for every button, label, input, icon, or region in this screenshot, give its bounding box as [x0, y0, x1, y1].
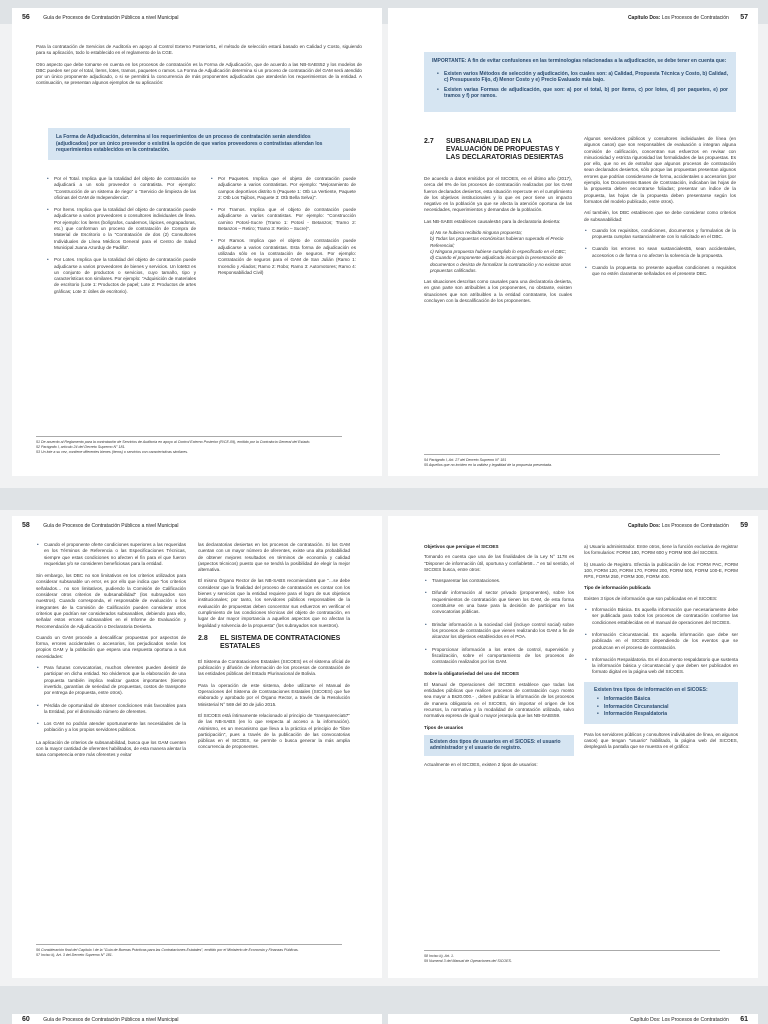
subheading: Sobre la obligatoriedad del uso del SICOES: [424, 671, 519, 677]
paragraph: Algunos servidores públicos y consultores individuales de línea (en algunos casos) que son responsables de evaluación o integran alguna comisión de calificación, concentran sus esfuerzos en revisar con minuciosidad y estricta rigurosidad las formalidades de las propuestas. Es por ello, que no es de extrañar que algunos procesos de contratación sean declarados desiertos, sólo porque las propuestas presentan algunos errores que podrían considerarse de forma, accidentales o accesorios (por ejemplo, los Documentos Bases de Contratación, indicaban las hojas de la propuesta deben encontrarse foliadas; presentar un índice de la propuesta, las hojas de la propuesta deben presentarse según los formatos del modelo publicado, entre otros).: [584, 136, 736, 204]
header-title: Guía de Procesos de Contratación Públicos a nivel Municipal: [43, 1017, 179, 1023]
usuario-item: b) Usuario de Registro. Efectúa la publicación de los: FORM PAC, FORM 100, FORM 120, FORM 170, FORM 200, FORM 500, FORM 100-E, FORM RPS, FORM 250, FORM 300, FORM 400.: [584, 561, 738, 580]
spread-middle-band: [0, 488, 768, 510]
paragraph: las declaratorias desiertas en los procesos de contratación. Si los GAM cuentan con un mayor número de oferentes, existe una alta probabilidad de obtener mejores resultados en términos de economía y calidad (aspectos técnicos) puesto que se tendrá la posibilidad de elegir la mejor alternativa.: [198, 542, 350, 573]
header-title: Los Procesos de Contratación: [661, 15, 729, 21]
intro-text: [36, 44, 362, 92]
important-title: IMPORTANTE: A fin de evitar confusiones en las terminologías relacionadas a la adjudicación, se debe tener en cuenta que:: [432, 58, 727, 64]
list-item: • Para futuras convocatorias, muchos oferentes pueden desistir de participar en dicha entidad. No olvidemos que la elaboración de una propuesta también implica realizar gastos importantes (tiempo invertido, garantías de seriedad de propuestas, costos de transporte por entrega de propuesta, entre otros).: [44, 665, 186, 696]
criteria-list: [36, 542, 186, 567]
list-item: • Proporcionar información a los entes de control, supervisión y fiscalización, sobre el comportamiento de los procesos de contratación realizados por los GAM.: [432, 647, 574, 666]
list-item: • Información Circunstancial: [604, 704, 728, 711]
paragraph: El Manual de Operaciones del SICOES establece que todas las entidades públicas que realicen procesos de contratación cuyo monto sea mayor a Bs20.000.- , deben publicar la información de los procesos de manera obligatoria en el SICOES, sin importar el origen de los recursos, la normativa y la modalidad de contratación utilizada, salvo normativa expresa de igual o mayor jerarquía que las NB-SABS59.: [424, 681, 574, 719]
subheading: Tipo de información publicada: [584, 585, 651, 591]
column-1: [424, 176, 572, 309]
footnote: 55 Aquellos que no inciden en la validez y legalidad de la propuesta presentada.: [424, 463, 552, 467]
footnotes: [36, 436, 342, 455]
paragraph: De acuerdo a datos emitidos por el SICOES, en el último año (2017), cerca del 8% de los procesos de contratación realizados por los GAM fueron declarados desiertos, esta situación repercute en el cumplimiento de los objetivos institucionales y lo que es peor tiene un impacto negativo en la población ya que se afecta la atención oportuna de las necesidades, requerimientos y demandas de la población.: [424, 176, 572, 213]
section-heading: [424, 138, 574, 162]
list-item: • Por Tramos. Implica que el objeto de contratación puede adjudicarse a varios contratistas. Por ejemplo: "Construcción camino Potosí-Sucre (Tramo 1: Potosí - Betanzos; Tramo 2: Betanzos – Retiro; Tramo 3: Retiro – Sucre)".: [218, 207, 356, 232]
consequences-list: [36, 665, 186, 734]
page-60-peek: [12, 1014, 382, 1024]
list-item: • Cuando los requisitos, condiciones, documentos y formularios de la propuesta cumplan sustancialmente con lo solicitado en el DBC.: [592, 228, 736, 241]
causales-list: [430, 230, 572, 274]
footnotes: [36, 944, 342, 958]
info-types-list: [584, 607, 738, 676]
page-number: 61: [740, 1016, 748, 1023]
footnote: 56 Consideración final del Capítulo I de la "Guía de Buenas Prácticas para las Contrataciones Estatales", emitido por el Ministerio de Economía y Finanzas Públicas.: [36, 948, 299, 952]
paragraph: El Sistema de Contrataciones Estatales (SICOES) es el sistema oficial de publicación y difusión de información de los procesos de contratación de las entidades públicas del Estado Plurinacional de Bolivia.: [198, 658, 350, 677]
paragraph: El mismo Órgano Rector de las NB-SABS recomienda56 que "…se debe considerar que la finalidad del proceso de contratación es contar con los bienes y servicios que la entidad requiere para el logro de sus objetivos institucionales; por tanto, los servidores públicos responsables de la evaluación de propuestas deben concentrar sus esfuerzos en verificar el cumplimiento de las condiciones técnicas del objeto de contratación, en lugar de dar mayor importancia a aquellos aspectos que no afectan la legalidad y solvencia de la propuesta" (los subrayados son nuestros).: [198, 578, 350, 628]
intro-paragraph: Para la contratación de Servicios de Auditoría en apoyo al Control Externo Posterior51, el método de selección estará basado en Calidad y Costo, siguiendo para su aplicación, todo lo establecido en el reglamento de la CGE.: [36, 44, 362, 56]
subheading: Tipos de usuarios: [424, 724, 464, 730]
callout-text: La Forma de Adjudicación, determina si los requerimientos de un proceso de contratación serán atendidos (adjudicados) por un único proveedor o existirá la opción de que varios proveedores o contratistas atiendan los requerimientos establecidos en la contratación.: [56, 134, 323, 153]
footnotes: [424, 454, 720, 468]
column-2: [198, 542, 350, 756]
paragraph: Para los servidores públicos y consultores individuales de línea, en algunos casos) que tengan "usuario" habilitado, la página web del SICOES, desplegará la pantalla que se muestra en el gráfico:: [584, 731, 738, 750]
page-number: 58: [22, 522, 30, 529]
intro-paragraph: Otro aspecto que debe tomarse en cuenta en los procesos de contratación es la Forma de Adjudicación, que de acuerdo a las NB-SABS52 y los modelos de DBC pueden ser por el total, ítems, lotes, tramos, paquetes o ramos. La Forma de Adjudicación determina si un proceso de contratación del GAM será atendido por un único proponente adjudicado, o si se permitirá la concurrencia de más proponentes adjudicados que atenderán los requerimientos de la entidad. A continuación, se presentan algunos ejemplos de su aplicación:: [36, 61, 362, 86]
paragraph: Para la operación de este sistema, debe utilizarse el Manual de Operaciones del Sistema de Contrataciones Estatales (SICOES) que fue elaborado y aprobado por el Órgano Rector, a través de la Resolución Ministerial N° 569 del 30 de julio 2015.: [198, 682, 350, 707]
page-number: 59: [740, 522, 748, 529]
section-title: SUBSANABILIDAD EN LA EVALUACIÓN DE PROPUESTAS Y LAS DECLARATORIAS DESIERTAS: [446, 138, 564, 161]
list-item: • Por Ítems. Implica que la totalidad del objeto de contratación puede adjudicarse a varios proveedores o consultores individuales de línea. Por ejemplo: los ítems (bolígrafos, cuadernos, lápices, engrapadoras, etc.) que conforman un proceso de contratación de Compra de Material de Escritorio o la "Contratación de dos (2) Consultores Individuales de Línea Médicos General para el Centro de Salud Municipal Juana Azurduy de Padilla".: [54, 207, 196, 251]
list-item: • Por Paquetes. Implica que el objeto de contratación puede adjudicarse a varios contratistas. Por ejemplo: "Mejoramiento de campos deportivos distrito 5 (Paquete 1: Otb La Vertiente, Paquete 2: Otb Los Tajibos, Paquete 3: Otb Bella Selva)".: [218, 176, 356, 201]
list-item: • Existen varias Formas de adjudicación, que son: a) por el total, b) por ítems, c) por lotes, d) por paquetes, e) por tramos y f) por ramos.: [444, 87, 728, 100]
list-item: • Información Respaldatoria: [604, 711, 728, 718]
header-title: Los Procesos de Contratación: [661, 523, 729, 529]
paragraph: Así también, los DBC establecen que se debe considerar como criterios de subsanabilidad:: [584, 210, 736, 222]
page-number: 56: [22, 14, 30, 21]
column-1: [46, 176, 196, 301]
list-item: • Información Básica. Es aquella información que necesariamente debe ser publicada para todos los procesos de contratación conforme las condiciones establecidas en el manual de operaciones del SICOES.: [592, 607, 738, 626]
footnote: 51 De acuerdo al Reglamento para la contratación de Servicios de Auditoría en apoyo al Control Externo Posterior (R/CE-09), emitido por la Contraloría General del Estado.: [36, 440, 311, 444]
column-2: [584, 544, 738, 756]
page-header: [22, 522, 372, 536]
header-right: [628, 14, 748, 21]
paragraph: Las NB-SABS establecen causales54 para la declaratoria desierta:: [424, 218, 561, 224]
list-item: • Los GAM no podrán atender oportunamente las necesidades de la población y a los propios servidores públicos.: [44, 721, 186, 734]
paragraph: La aplicación de criterios de subsanabilidad, busca que los GAM cuenten con la mayor cantidad de oferentes habilitados, de esta manera alentar la sana competencia entre más oferentes y evitar: [36, 739, 186, 758]
column-1: [424, 544, 574, 773]
section-number: 2.7: [424, 138, 434, 145]
section-number: 2.8: [198, 634, 208, 642]
list-item: • Difundir información al sector privado (proponentes), sobre los requerimientos de contratación que tienen los GAM, de esta forma constituirse en una base para la decisión de participar en las convocatorias públicas.: [432, 590, 574, 615]
footnote: 52 Parágrafo I, artículo 24 del Decreto Supremo N° 181.: [36, 445, 126, 449]
objectives-list: [424, 578, 574, 665]
forma-list: [210, 176, 356, 276]
page-header: [22, 1016, 372, 1024]
list-item: b) Todas las propuestas económicas hubieran superado el Precio Referencial;: [430, 236, 564, 248]
page-header: [398, 14, 748, 28]
forma-list: [46, 176, 196, 295]
list-item: • Pérdida de oportunidad de obtener condiciones más favorables para la Entidad, por el disminuido número de oferentes.: [44, 703, 186, 716]
adjudicacion-callout: [48, 128, 350, 160]
paragraph: Actualmente en el SICOES, existen 2 tipos de usuarios:: [424, 761, 538, 767]
list-item: • Por Ramos. Implica que el objeto de contratación puede adjudicarse a varios contratistas. Esta forma de adjudicación es utilizada sólo en la contratación de seguros. Por ejemplo: Contratación de seguros para el GAM de San Julián (Ramo 1: Incendio y Aliados; Ramo 2: Robo; Ramo 3: Automotores; Ramo 4: Responsabilidad Civil): [218, 238, 356, 276]
list-item: • Brindar información a la sociedad civil (incluye control social) sobre los procesos de contratación que vienen realizando los GAM a fin de alcanzar los objetivos establecidos en el POA.: [432, 622, 574, 641]
header-title: Guía de Procesos de Contratación Públicos a nivel Municipal: [43, 15, 179, 21]
footnote: 57 Inciso k), Art. 3 del Decreto Supremo N° 181.: [36, 953, 113, 957]
list-item: a) No se hubiera recibido ninguna propuesta;: [430, 230, 522, 236]
list-item: • Información Respaldatoria. Es el documento respaldatorio que sustenta la información básica y circunstancial y que deben ser publicados en formato digital en la página web del SICOES.: [592, 657, 738, 676]
page-header: [398, 522, 748, 536]
header-right: [628, 522, 748, 529]
footnote: 54 Parágrafo I, Art. 27 del Decreto Supremo N° 181: [424, 458, 507, 462]
footnote: 58 Inciso b), Art. 1.: [424, 954, 455, 958]
page-header: [398, 1016, 748, 1024]
header-title: Capítulo Dos: Los Procesos de Contratación: [630, 1017, 729, 1023]
list-item: • Transparentar las contrataciones.: [432, 578, 574, 584]
footnote: 59 Numeral 3 del Manual de Operaciones del SICOES.: [424, 959, 512, 963]
column-2: [584, 136, 736, 284]
paragraph: Sin embargo, los DBC no son limitativos en los criterios utilizados para considerar subsanable un error, es por ello que indica que "los criterios señalados… no son limitativos, pudiendo la Comisión de Calificación considerar otros criterios de subsanabilidad" (los subrayados son nuestros). Cuando corresponda, el responsable de evaluación o los integrantes de la Comisión de Calificación pueden considerar otros criterios que podrían ser considerados subsanables, debiendo para ello, señalar estos errores subsanables en el Informe de Evaluación y Recomendación de Adjudicación o Declaratoria Desierta.: [36, 573, 186, 629]
header-chapter: Capítulo Dos:: [627, 15, 661, 21]
header-title: Guía de Procesos de Contratación Públicos a nivel Municipal: [43, 523, 179, 529]
paragraph: Tomando en cuenta que una de las finalidades de la Ley N° 1178 es "Disponer de información útil, oportuna y confiable58…" en tal sentido, el SICOES busca, entre otros:: [424, 554, 574, 572]
footnotes: [424, 950, 720, 964]
page-61-peek: [388, 1014, 758, 1024]
list-item: • Cuando la propuesta no presente aquellas condiciones o requisitos que no estén claramente señalados en el presente DBC.: [592, 265, 736, 278]
page-59: [388, 516, 758, 978]
paragraph: Existen 3 tipos de información que son publicadas en el SICOES:: [584, 595, 718, 601]
list-item: • Por el Total. Implica que la totalidad del objeto de contratación se adjudicará a un solo proveedor o contratista. Por ejemplo: "Construcción de un sistema de riego" o "Servicio de limpieza de las oficinas del GAM de Independencia".: [54, 176, 196, 201]
paragraph: Las situaciones descritas como causales para una declaratoria desierta, en gran parte son atribuibles a los proponentes, no obstante, existen situaciones que son atribuibles a la entidad contratante, los cuales concluyen con la descalificación de los proponentes.: [424, 279, 572, 304]
page-56: [12, 8, 382, 476]
section-title: EL SISTEMA DE CONTRATACIONES ESTATALES: [220, 634, 341, 650]
list-item: c) Ninguna propuesta hubiese cumplido lo especificado en el DBC;: [430, 248, 567, 254]
important-callout: [424, 52, 736, 112]
usuarios-callout: [424, 735, 574, 756]
column-1: [36, 542, 186, 764]
list-item: • Cuando los errores no sean sustanciales55, sean accidentales, accesorios o de forma o no afecten la solvencia de la propuesta.: [592, 246, 736, 259]
subsanabilidad-list: [584, 228, 736, 278]
list-item: • Información Básica: [604, 696, 728, 703]
page-58: [12, 516, 382, 978]
callout-text: Existen dos tipos de usuarios en el SICOES: el usuario administrador y el usuario de registro.: [430, 738, 561, 752]
column-2: [210, 176, 356, 282]
list-item: d) Cuando el proponente adjudicado incumpla la presentación de documentos o desista de formalizar la contratación y no existan otras propuestas calificadas.: [430, 255, 571, 273]
paragraph: El SICOES está íntimamente relacionado al principio de "transparencia57" de las NB-SABS (en lo que respecta al acceso a la información). Asimismo, es un mecanismo que lleva a la práctica el principio de "libre participación", pues a través de la publicación de las convocatorias públicas en el SICOES, se permite o busca generar la más amplia concurrencia de proponentes.: [198, 712, 350, 750]
list-item: • Por Lotes. Implica que la totalidad del objeto de contratación puede adjudicarse a varios proveedores de bienes y servicios. Un lote53 es un conjunto de productos o servicios, cuyo tamaño, tipo y características son similares. Por ejemplo: "Adquisición de materiales de escritorio (Lote 1: Productos de papel; Lote 2: Productos de artes gráficas; Lote 3: útiles de escritorio).: [54, 257, 196, 295]
section-heading: [198, 635, 350, 651]
page-number: 57: [740, 14, 748, 21]
subheading: Objetivos que persigue el SICOES: [424, 544, 499, 549]
paragraph: Cuando un GAM procede a descalificar propuestas por aspectos de forma, errores accidentales o accesorios, los perjudicados serán los propios GAM y la población que espera una respuesta oportuna a sus necesidades:: [36, 634, 186, 659]
list-item: • Cuando el proponente oferte condiciones superiores a las requeridas en los Términos de Referencia o las Especificaciones Técnicas, siempre que estas condiciones no afecten el fin para el que fueron requeridas y/o se consideren beneficiosas para la entidad.: [44, 542, 186, 567]
header-right: [630, 1016, 748, 1023]
usuario-item: a) Usuario administrador. Entre otros, tiene la función exclusiva de registrar los formularios: FORM 180, FORM 600 y FORM 900 del SICOES.: [584, 544, 738, 556]
list-item: • Existen varios Métodos de selección y adjudicación, los cuales son: a) Calidad, Propuesta Técnica y Costo, b) Calidad, c) Presupuesto Fijo, d) Menor Costo y e) Precio Evaluado más bajo.: [444, 71, 728, 84]
page-57: [388, 8, 758, 476]
page-number: 60: [22, 1016, 30, 1023]
header-chapter: Capítulo Dos:: [627, 523, 661, 529]
callout-title: Existen tres tipos de información en el SICOES:: [594, 686, 708, 693]
page-header: [22, 14, 372, 28]
list-item: • Información Circunstancial. Es aquella información que debe ser publicada en el SICOES dependiendo de los eventos que se produzcan en el proceso de contratación.: [592, 632, 738, 651]
footnote: 53 Un lote a su vez, contiene diferentes bienes (ítems) o servicios con características similares.: [36, 450, 189, 454]
info-callout: [584, 682, 738, 724]
important-list: [432, 71, 728, 100]
info-callout-list: [594, 696, 728, 718]
